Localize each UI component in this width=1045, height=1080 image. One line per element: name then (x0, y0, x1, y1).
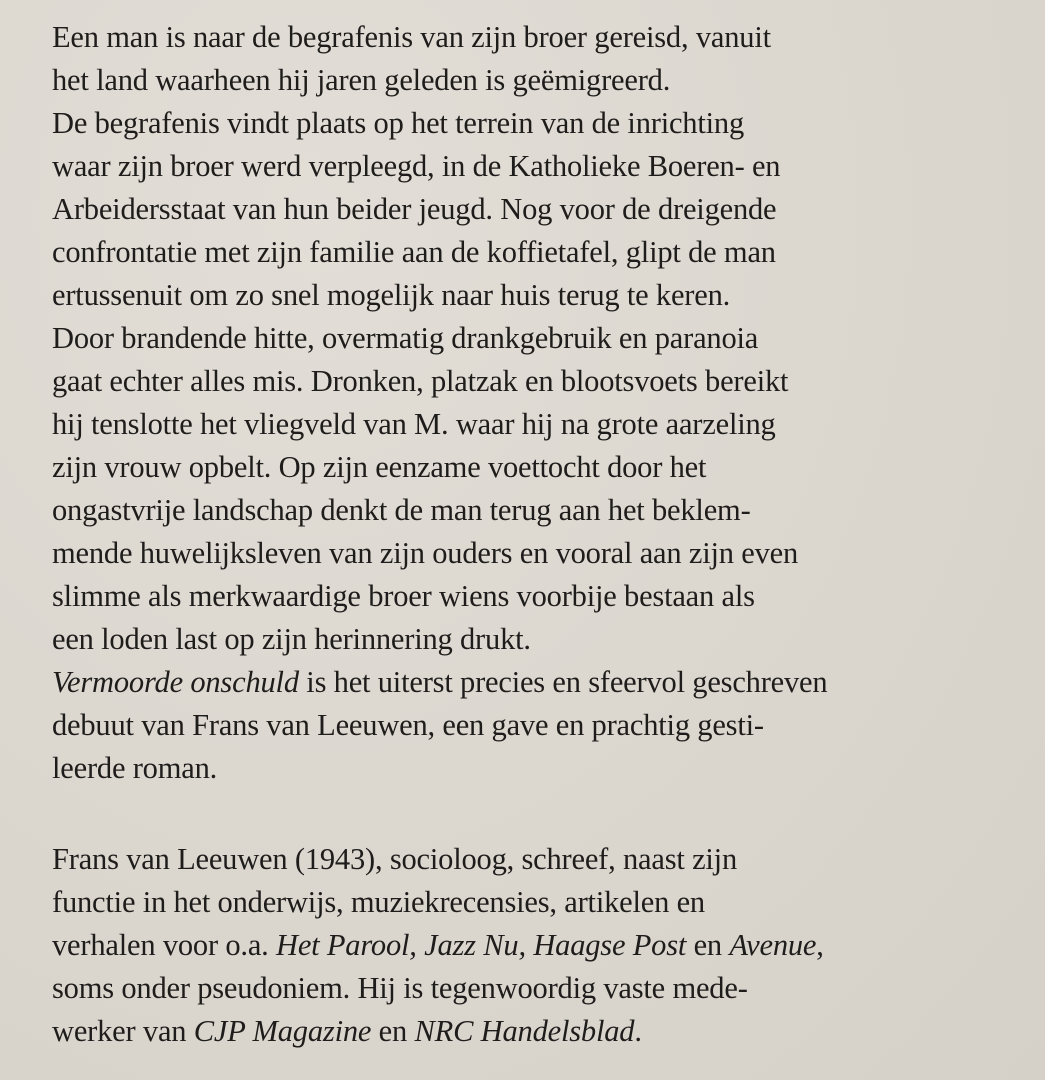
text-segment: en (371, 1014, 415, 1048)
text-segment: Frans van Leeuwen (1943), socioloog, schreef, naast zijn (52, 842, 737, 876)
text-segment: is het uiterst precies en sfeervol geschreven (298, 665, 828, 699)
italic-title-text: Avenue (729, 928, 817, 962)
text-line (52, 747, 827, 790)
text-line (52, 967, 824, 1010)
text-segment: leerde roman. (52, 751, 218, 785)
text-segment: confrontatie met zijn familie aan de koffietafel, glipt de man (52, 235, 776, 269)
text-segment: Een man is naar de begrafenis van zijn broer gereisd, vanuit (52, 20, 771, 54)
text-line (52, 1010, 824, 1053)
text-segment: ertussenuit om zo snel mogelijk naar huis terug te keren. (52, 278, 731, 312)
text-segment: een loden last op zijn herinnering drukt. (52, 622, 531, 656)
text-line (52, 360, 827, 403)
text-segment: het land waarheen hij jaren geleden is geëmigreerd. (52, 63, 671, 97)
text-line (52, 489, 827, 532)
text-segment: ongastvrije landschap denkt de man terug aan het beklem- (52, 493, 751, 527)
text-segment: . (634, 1014, 642, 1048)
italic-title-text: Het Parool, Jazz Nu, Haagse Post (276, 928, 687, 962)
text-line (52, 16, 827, 59)
text-line (52, 102, 827, 145)
text-segment: gaat echter alles mis. Dronken, platzak en blootsvoets bereikt (52, 364, 789, 398)
text-line (52, 59, 827, 102)
text-line (52, 446, 827, 489)
text-line (52, 274, 827, 317)
text-segment: werker van (52, 1014, 194, 1048)
text-line (52, 881, 824, 924)
synopsis-paragraph (52, 16, 827, 790)
text-line (52, 575, 827, 618)
text-segment: functie in het onderwijs, muziekrecensies, artikelen en (52, 885, 705, 919)
text-line (52, 188, 827, 231)
text-line (52, 532, 827, 575)
text-line (52, 145, 827, 188)
text-line (52, 618, 827, 661)
italic-title-text: CJP Magazine (193, 1014, 372, 1048)
text-segment: soms onder pseudoniem. Hij is tegenwoordig vaste mede- (52, 971, 748, 1005)
text-segment: en (686, 928, 730, 962)
text-segment: debuut van Frans van Leeuwen, een gave en prachtig gesti- (52, 708, 764, 742)
text-segment: , (816, 928, 824, 962)
text-segment: De begrafenis vindt plaats op het terrein van de inrichting (52, 106, 745, 140)
text-segment: Arbeidersstaat van hun beider jeugd. Nog voor de dreigende (52, 192, 777, 226)
text-segment: slimme als merkwaardige broer wiens voorbije bestaan als (52, 579, 755, 613)
text-segment: mende huwelijksleven van zijn ouders en vooral aan zijn even (52, 536, 799, 570)
text-segment: Door brandende hitte, overmatig drankgebruik en paranoia (52, 321, 759, 355)
text-line (52, 704, 827, 747)
text-segment: verhalen voor o.a. (52, 928, 277, 962)
text-line (52, 661, 827, 704)
text-line (52, 317, 827, 360)
text-line (52, 231, 827, 274)
text-segment: waar zijn broer werd verpleegd, in de Katholieke Boeren- en (52, 149, 781, 183)
italic-title-text: NRC Handelsblad (414, 1014, 635, 1048)
text-segment: zijn vrouw opbelt. Op zijn eenzame voettocht door het (52, 450, 707, 484)
text-line (52, 838, 824, 881)
text-line (52, 924, 824, 967)
author-bio-paragraph (52, 838, 824, 1053)
text-segment: hij tenslotte het vliegveld van M. waar hij na grote aarzeling (52, 407, 776, 441)
text-line (52, 403, 827, 446)
italic-title-text: Vermoorde onschuld (52, 665, 299, 699)
